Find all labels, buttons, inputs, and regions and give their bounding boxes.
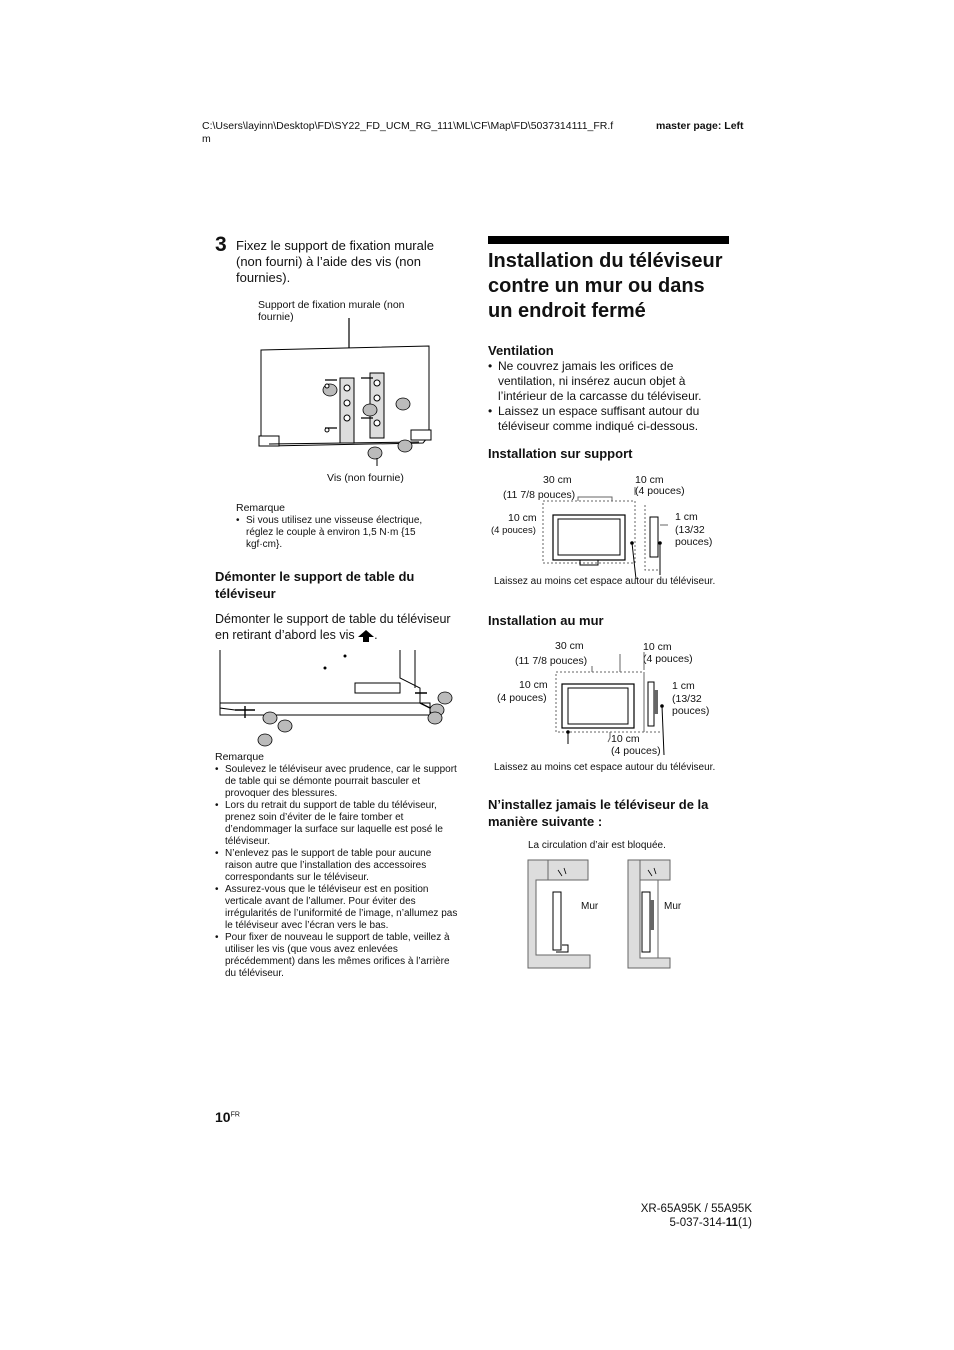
support-title: Installation sur support bbox=[488, 446, 633, 461]
file-path bbox=[202, 120, 652, 146]
remark-item: • Assurez-vous que le téléviseur est en position verticale avant de l’allumer. Pour éviter des irrégularités de l’uniformité de l’image, n’allumez pas le téléviseur avec l’écran vers le bas. bbox=[215, 884, 458, 932]
wall-bottom-in: (4 pouces) bbox=[611, 745, 661, 757]
page-number-value: 10 bbox=[215, 1109, 231, 1125]
section-title-demonter: Démonter le support de table du téléviseur bbox=[215, 569, 415, 601]
screws-label: Vis (non fournie) bbox=[327, 472, 404, 484]
footer-code-b: 11 bbox=[725, 1217, 738, 1229]
wall-right-in: (4 pouces) bbox=[643, 653, 693, 665]
never-title: N’installez jamais le téléviseur de la manière suivante : bbox=[488, 797, 709, 829]
wall-bottom-cm: 10 cm bbox=[611, 733, 640, 745]
wall-title: Installation au mur bbox=[488, 613, 604, 628]
remark-list-1 bbox=[236, 515, 441, 551]
support-left-cm: 10 cm bbox=[508, 512, 537, 524]
section-text-content: Démonter le support de table du téléviseur en retirant d’abord les vis bbox=[215, 612, 451, 642]
wall-top-cm: 30 cm bbox=[555, 640, 584, 652]
step-number: 3 bbox=[215, 233, 227, 256]
footer-code-c: (1) bbox=[737, 1217, 752, 1229]
remark-list-2 bbox=[215, 764, 458, 980]
wall-bracket-figure bbox=[255, 318, 435, 468]
title-bar bbox=[488, 236, 729, 244]
support-right-cm: 10 cm bbox=[635, 474, 664, 486]
wall-label-left: Mur bbox=[581, 901, 599, 912]
wall-top-in: (11 7/8 pouces) bbox=[515, 655, 588, 667]
remark-item: • N’enlevez pas le support de table pour aucune raison autre que l’installation des accessoires correspondants sur le téléviseur. bbox=[215, 848, 458, 884]
support-left-in: (4 pouces) bbox=[491, 525, 536, 536]
footer-model bbox=[600, 1202, 752, 1230]
remark-title-2: Remarque bbox=[215, 751, 265, 763]
remark-item: • Pour fixer de nouveau le support de table, veillez à utiliser les vis (que vous avez enlevées précédemment) dans les mêmes orifices à l’arrière du téléviseur. bbox=[215, 932, 458, 980]
section-text-demonter: Démonter le support de table du téléviseur en retirant d’abord les vis . bbox=[215, 612, 451, 642]
remark-item: • Lors du retrait du support de table du téléviseur, prenez soin d’éviter de le faire tomber et d’endommager la surface sur laquelle est posé le téléviseur. bbox=[215, 800, 458, 848]
support-top-cm: 30 cm bbox=[543, 474, 572, 486]
support-side-in: (13/32 pouces) bbox=[675, 524, 713, 548]
wall-side-in: (13/32 pouces) bbox=[672, 693, 710, 717]
support-top-in: (11 7/8 pouces) bbox=[503, 489, 576, 501]
wall-side-cm: 1 cm bbox=[672, 680, 695, 692]
master-page-label: master page: Left bbox=[656, 120, 744, 132]
table-stand-figure bbox=[215, 648, 460, 748]
ventilation-title: Ventilation bbox=[488, 343, 554, 358]
remark-item: • Soulevez le téléviseur avec prudence, car le support de table qui se démonte pourrait basculer et provoquer des blessures. bbox=[215, 764, 458, 800]
section-title-installation: Installation du téléviseur contre un mur ou dans un endroit fermé bbox=[488, 250, 723, 322]
page-number bbox=[215, 1109, 240, 1125]
footer-model-text: XR-65A95K / 55A95K bbox=[640, 1203, 752, 1215]
support-right-in: (4 pouces) bbox=[635, 485, 685, 497]
file-path-text: C:\Users\layinn\Desktop\FD\SY22_FD_UCM_RG_111\ML\CF\Map\FD\5037314111_FR.f bbox=[202, 120, 614, 132]
file-path-end: m bbox=[202, 133, 211, 145]
wall-right-cm: 10 cm bbox=[643, 641, 672, 653]
ventilation-item: • Ne couvrez jamais les orifices de ventilation, ni insérez aucun objet à l’intérieur de la carcasse du téléviseur. bbox=[488, 359, 718, 404]
wall-left-cm: 10 cm bbox=[519, 679, 548, 691]
page-number-lang: FR bbox=[230, 1111, 240, 1119]
support-clearance-diagram bbox=[540, 495, 680, 575]
wall-label-right: Mur bbox=[664, 901, 682, 912]
never-caption: La circulation d’air est bloquée. bbox=[528, 840, 666, 851]
wall-caption: Laissez au moins cet espace autour du téléviseur. bbox=[494, 762, 716, 773]
remark-item: • Si vous utilisez une visseuse électrique, réglez le couple à environ 1,5 N·m {15 kgf·cm}. bbox=[236, 515, 441, 551]
footer-code-a: 5-037-314- bbox=[669, 1217, 726, 1229]
wall-left-in: (4 pouces) bbox=[497, 692, 547, 704]
wall-clearance-diagram bbox=[548, 660, 678, 760]
remark-title-1: Remarque bbox=[236, 502, 286, 514]
bracket-label: Support de fixation murale (non fournie) bbox=[258, 299, 405, 323]
support-caption: Laissez au moins cet espace autour du téléviseur. bbox=[494, 576, 716, 587]
ventilation-item: • Laissez un espace suffisant autour du téléviseur comme indiqué ci-dessous. bbox=[488, 404, 718, 434]
blocked-air-figure-right bbox=[628, 860, 670, 970]
blocked-air-figure-left bbox=[528, 860, 590, 970]
support-side-cm: 1 cm bbox=[675, 511, 698, 523]
step-text: Fixez le support de fixation murale (non fourni) à l’aide des vis (non fournies). bbox=[236, 238, 434, 285]
ventilation-list bbox=[488, 359, 718, 434]
screw-up-arrow-icon bbox=[358, 630, 374, 642]
